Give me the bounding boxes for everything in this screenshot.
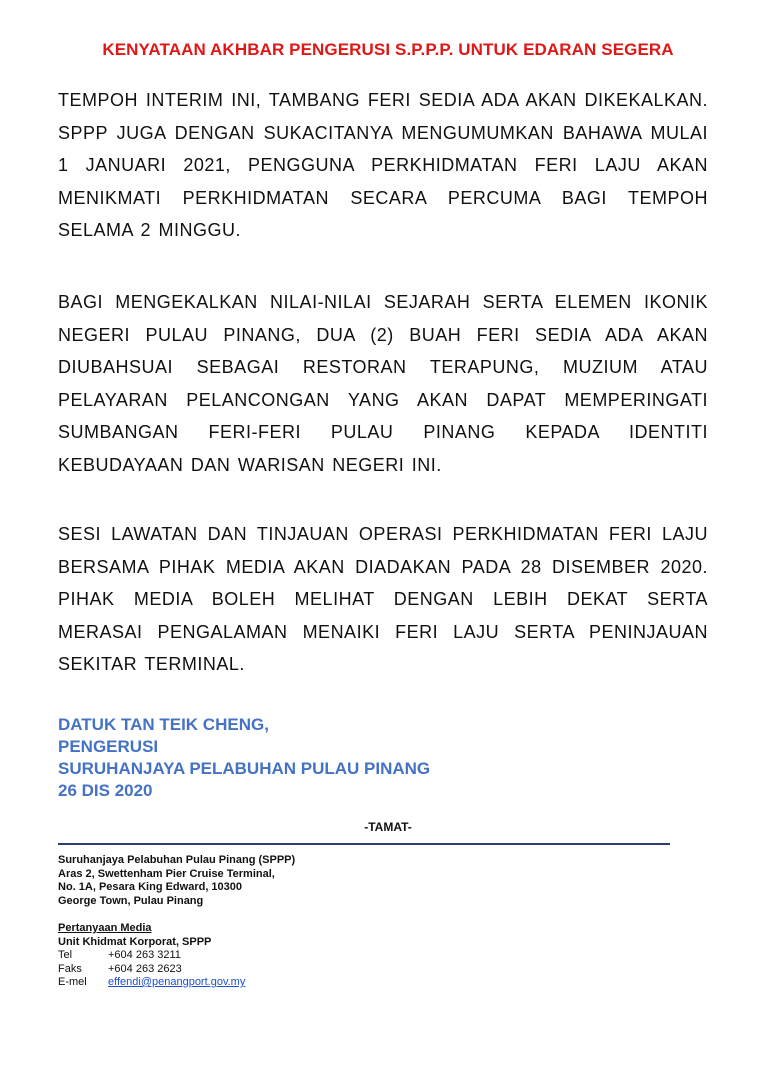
contact-label: E-mel xyxy=(58,976,87,988)
email-link[interactable]: effendi@penangport.gov.my xyxy=(108,976,246,988)
media-contact-block xyxy=(58,922,245,990)
address-line: Aras 2, Swettenham Pier Cruise Terminal, xyxy=(58,867,275,880)
signatory-organization: SURUHANJAYA PELABUHAN PULAU PINANG xyxy=(58,759,431,778)
signature-date: 26 DIS 2020 xyxy=(58,781,153,800)
media-unit: Unit Khidmat Korporat, SPPP xyxy=(58,935,212,948)
signatory-position: PENGERUSI xyxy=(58,737,159,756)
signature-block xyxy=(58,714,430,802)
document-title: KENYATAAN AKHBAR PENGERUSI S.P.P.P. UNTUK EDARAN SEGERA xyxy=(102,40,674,59)
contact-value: +604 263 3211 xyxy=(108,949,181,961)
footer-address xyxy=(58,854,295,908)
contact-row-fax xyxy=(58,963,245,977)
footer-divider xyxy=(58,843,670,845)
paragraph-heritage-ferries: BAGI MENGEKALKAN NILAI-NILAI SEJARAH SERTA ELEMEN IKONIK NEGERI PULAU PINANG, DUA (2) BUAH FERI SEDIA ADA AKAN DIUBAHSUAI SEBAGAI RESTORAN TERAPUNG, MUZIUM ATAU PELAYARAN PELANCONGAN YANG AKAN DAPAT MEMPERINGATI SUMBANGAN FERI-FERI PULAU PINANG KEPADA IDENTITI KEBUDAYAAN DAN WARISAN NEGERI INI. xyxy=(58,292,708,475)
address-line: George Town, Pulau Pinang xyxy=(58,894,204,907)
contact-row-tel xyxy=(58,949,245,963)
paragraph-media-visit: SESI LAWATAN DAN TINJAUAN OPERASI PERKHIDMATAN FERI LAJU BERSAMA PIHAK MEDIA AKAN DIADAKAN PADA 28 DISEMBER 2020. PIHAK MEDIA BOLEH MELIHAT DENGAN LEBIH DEKAT SERTA MERASAI PENGALAMAN MENAIKI FERI LAJU SERTA PENINJAUAN SEKITAR TERMINAL. xyxy=(58,524,708,674)
paragraph-fare-announcement: TEMPOH INTERIM INI, TAMBANG FERI SEDIA ADA AKAN DIKEKALKAN. SPPP JUGA DENGAN SUKACITANYA MENGUMUMKAN BAHAWA MULAI 1 JANUARI 2021, PENGGUNA PERKHIDMATAN FERI LAJU AKAN MENIKMATI PERKHIDMATAN SECARA PERCUMA BAGI TEMPOH SELAMA 2 MINGGU. xyxy=(58,90,708,240)
contact-value: +604 263 2623 xyxy=(108,962,182,975)
address-line: Suruhanjaya Pelabuhan Pulau Pinang (SPPP) xyxy=(58,854,296,866)
signatory-name: DATUK TAN TEIK CHENG, xyxy=(58,715,269,734)
contact-label: Faks xyxy=(58,962,82,975)
contact-row-email xyxy=(58,976,245,990)
end-mark: -TAMAT- xyxy=(364,820,412,834)
address-line: No. 1A, Pesara King Edward, 10300 xyxy=(58,881,243,893)
media-heading: Pertanyaan Media xyxy=(58,922,152,934)
contact-label: Tel xyxy=(58,949,73,961)
